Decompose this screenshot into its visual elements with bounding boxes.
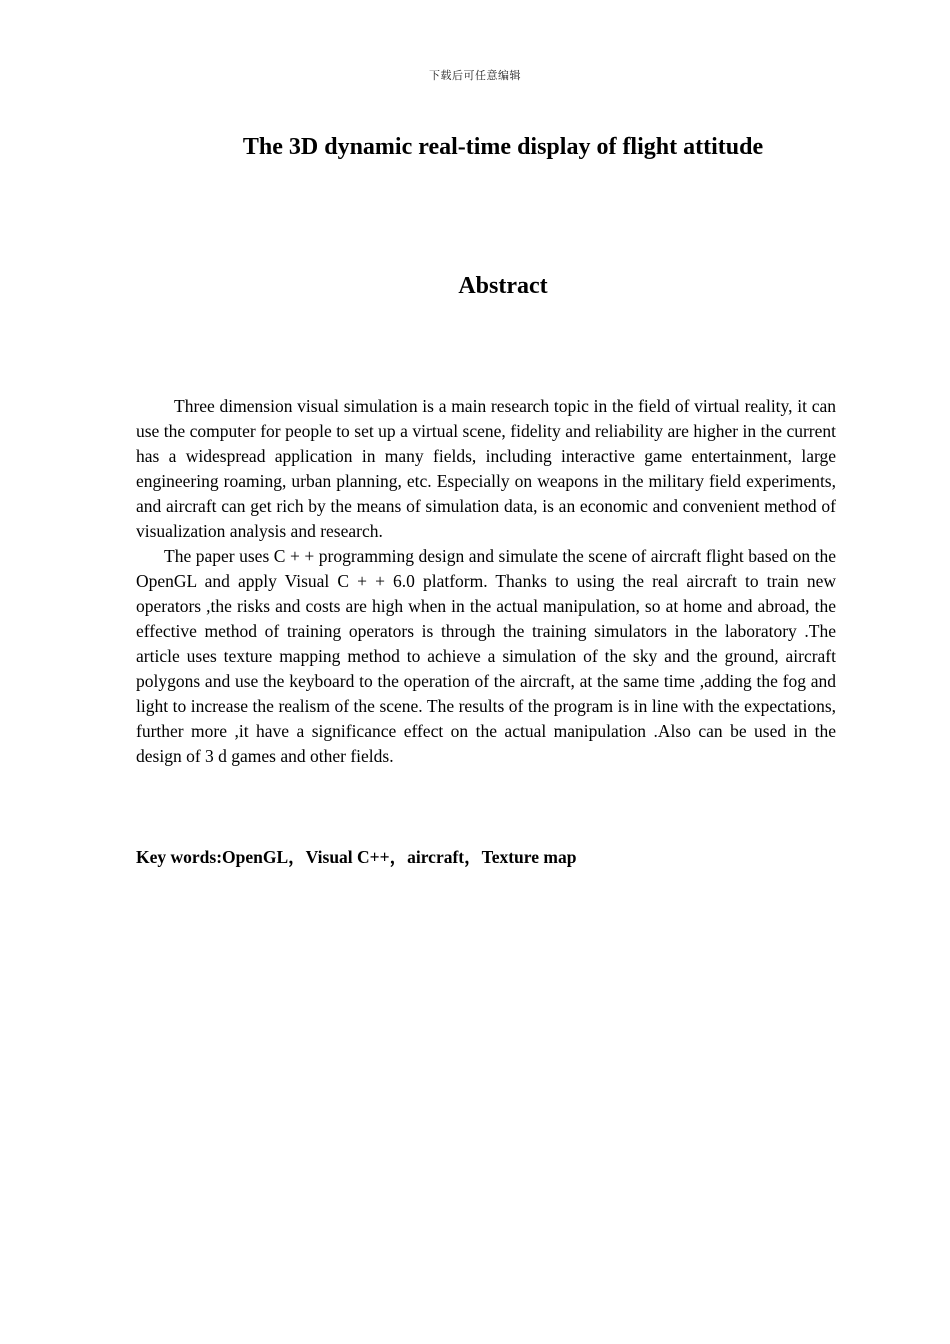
abstract-body (136, 394, 836, 769)
header-note: 下载后可任意编辑 (429, 69, 521, 82)
document-title: The 3D dynamic real-time display of flight attitude (242, 134, 764, 160)
abstract-heading: Abstract (458, 273, 548, 299)
abstract-paragraph-1: Three dimension visual simulation is a main research topic in the field of virtual reality, it can use the computer for people to set up a virtual scene, fidelity and reliability are higher in the current has a widespread application in many fields, including interactive game entertainment, large engineering roaming, urban planning, etc. Especially on weapons in the military field experiments, and aircraft can get rich by the means of simulation data, is an economic and convenient method of visualization analysis and research. (136, 396, 836, 541)
abstract-paragraph-2: The paper uses C + + programming design and simulate the scene of aircraft flight based on the OpenGL and apply Visual C + + 6.0 platform. Thanks to using the real aircraft to train new operators ,the risks and costs are high when in the actual manipulation, so at home and abroad, the effective method of training operators is through the training simulators in the laboratory .The article uses texture mapping method to achieve a simulation of the sky and the ground, aircraft polygons and use the keyboard to the operation of the aircraft, at the same time ,adding the fog and light to increase the realism of the scene. The results of the program is in line with the expectations, further more ,it have a significance effect on the actual manipulation .Also can be used in the design of 3 d games and other fields. (136, 546, 836, 766)
keywords-line: Key words:OpenGL，Visual C++，aircraft，Texture map (136, 847, 577, 867)
